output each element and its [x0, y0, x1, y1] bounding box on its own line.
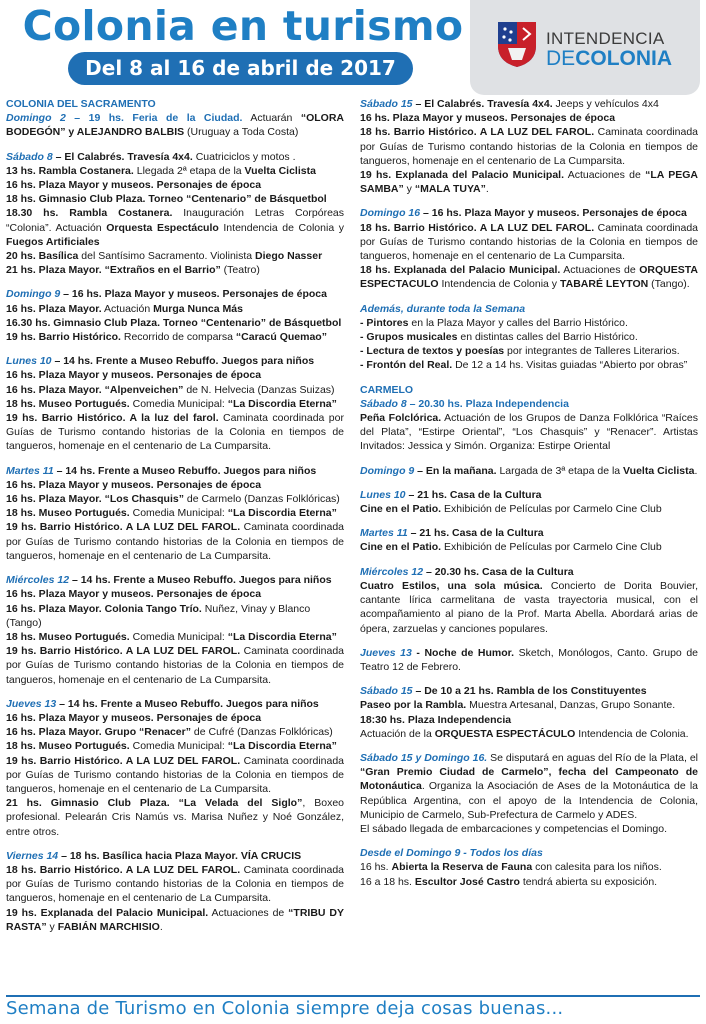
list-item: - Frontón del Real. De 12 a 14 hs. Visitas guiadas “Abierto por obras”: [360, 359, 688, 372]
coat-of-arms-icon: [496, 20, 538, 68]
event-line: 21 hs. Plaza Mayor. “Extraños en el Barrio” (Teatro): [6, 264, 260, 277]
region-heading: CARMELO: [360, 383, 414, 396]
event-line: Actuación de la ORQUESTA ESPECTÁCULO Intendencia de Colonia.: [360, 727, 689, 740]
section-toda-la-semana: [360, 302, 698, 373]
event-line: 21 hs. Gimnasio Club Plaza. “La Velada del Siglo”, Boxeo profesional. Pelearán Cris Namús vs. Marisa Nuñez y Noé González, entre otros.: [6, 797, 344, 838]
day-miercoles-12: [6, 573, 344, 687]
event-line: 18 hs. Museo Portugués. Comedia Municipal: “La Discordia Eterna”: [6, 630, 337, 643]
event-line: 18 hs. Gimnasio Club Plaza. Torneo “Centenario” de Básquetbol: [6, 193, 327, 206]
carmelo-miercoles-12: [360, 565, 698, 636]
event-line: 18 hs. Barrio Histórico. A LA LUZ DEL FAROL. Caminata coordinada por Guías de Turismo contando historias de la Colonia en tiempos de tangueros, homenaje en el centenario de La Cumparsita.: [360, 221, 699, 263]
section-heading: Desde el Domingo 9 - Todos los días: [360, 847, 543, 860]
day-martes-11: [6, 464, 344, 563]
list-item: - Grupos musicales en distintas calles del Barrio Histórico.: [360, 331, 638, 344]
event-line: 16 hs. Plaza Mayor y museos. Personajes de época: [6, 478, 262, 491]
event-line: Paseo por la Rambla. Muestra Artesanal, Danzas, Grupo Sonante.: [360, 699, 676, 712]
event-line: 16 hs. Plaza Mayor. Actuación Murga Nunca Más: [6, 302, 243, 315]
event-line: 18 hs. Explanada del Palacio Municipal. Actuaciones de ORQUESTA ESPECTACULO Intendencia de Colonia y TABARÉ LEYTON (Tango).: [360, 264, 698, 291]
day-heading: Lunes 10 – 21 hs. Casa de la Cultura: [360, 488, 542, 501]
event-line: 16 hs. Plaza Mayor. Grupo “Renacer” de Cufré (Danzas Folklóricas): [6, 726, 333, 739]
event-line: Sábado 15 y Domingo 16. Se disputará en aguas del Río de la Plata, el “Gran Premio Ciudad de Carmelo”, fecha del Campeonato de Motonáutica. Organiza la Asociación de Ases de la Motonáutica de la República Argentina, con el apoyo de la Intendencia de Colonia, Municipio de Carmelo, Sub-Prefectura de Carmelo y ADES.: [360, 751, 698, 821]
event-line: 16 hs. Plaza Mayor. Colonia Tango Trío. Nuñez, Vinay y Blanco (Tango): [6, 602, 311, 629]
list-item: - Lectura de textos y poesías por integrantes de Talleres Literarios.: [360, 345, 680, 358]
day-sabado-15: [360, 97, 698, 196]
left-column: [6, 97, 344, 944]
day-heading: Viernes 14 – 18 hs. Basílica hacia Plaza Mayor. VÍA CRUCIS: [6, 849, 302, 862]
day-heading: Jueves 13 - Noche de Humor. Sketch, Monólogos, Canto. Grupo de Teatro 12 de Febrero.: [360, 646, 698, 673]
day-domingo-16: [360, 206, 698, 291]
event-line: 18 hs. Barrio Histórico. A LA LUZ DEL FAROL. Caminata coordinada por Guías de Turismo contando historias de la Colonia en tiempos de tangueros, homenaje en el centenario de La Cumparsita.: [360, 126, 699, 167]
event-line: 19 hs. Barrio Histórico. A LA LUZ DEL FAROL. Caminata coordinada por Guías de Turismo contando historias de la Colonia en tiempos de tangueros, homenaje en el centenario de La Cumparsita.: [6, 521, 345, 562]
event-line: 18 hs. Barrio Histórico. A LA LUZ DEL FAROL. Caminata coordinada por Guías de Turismo contando historias de la Colonia en tiempos de tangueros, homenaje en el centenario de La Cumparsita.: [6, 863, 345, 905]
carmelo-sabado-15-domingo-16: [360, 751, 698, 836]
day-heading: Domingo 9 – 16 hs. Plaza Mayor y museos. Personajes de época: [6, 288, 327, 301]
event-line: 19 hs. Barrio Histórico. A LA LUZ DEL FAROL. Caminata coordinada por Guías de Turismo contando historias de la Colonia en tiempos de tangueros, homenaje en el centenario de La Cumparsita.: [6, 645, 345, 686]
event-line: 16 hs. Plaza Mayor. “Alpenveichen” de N. Helvecia (Danzas Suizas): [6, 383, 335, 396]
carmelo-domingo-9: [360, 464, 698, 478]
carmelo-martes-11: [360, 526, 698, 554]
page-title: Colonia en turismo: [22, 2, 464, 50]
day-heading: Domingo 9 – En la mañana. Largada de 3ª etapa de la Vuelta Ciclista.: [360, 464, 698, 477]
date-range-banner: Del 8 al 16 de abril de 2017: [68, 52, 413, 85]
event-line: 19 hs. Barrio Histórico. Recorrido de comparsa “Caracú Quemao”: [6, 331, 327, 344]
event-line: 16 hs. Plaza Mayor y museos. Personajes de época: [6, 711, 262, 724]
event-line: 16 hs. Plaza Mayor y museos. Personajes de época: [360, 112, 616, 125]
day-heading: Sábado 8 – 20.30 hs. Plaza Independencia: [360, 397, 569, 410]
right-column: [360, 97, 698, 899]
event-line: 19 hs. Barrio Histórico. A LA LUZ DEL FAROL. Caminata coordinada por Guías de Turismo contando historias de la Colonia en tiempos de tangueros, homenaje en el centenario de La Cumparsita.: [6, 754, 345, 795]
day-heading: Sábado 8 – El Calabrés. Travesía 4x4. Cuatriciclos y motos .: [6, 150, 296, 163]
event-line: 16 hs. Plaza Mayor y museos. Personajes de época: [6, 588, 262, 601]
day-heading: Domingo 16 – 16 hs. Plaza Mayor y museos. Personajes de época: [360, 207, 687, 220]
event-line: 16.30 hs. Gimnasio Club Plaza. Torneo “Centenario” de Básquetbol: [6, 316, 342, 329]
day-lunes-10: [6, 354, 344, 453]
day-heading: Martes 11 – 21 hs. Casa de la Cultura: [360, 527, 544, 540]
carmelo-lunes-10: [360, 488, 698, 516]
day-sabado-8: [6, 150, 344, 278]
event-line: 19 hs. Barrio Histórico. A la luz del farol. Caminata coordinada por Guías de Turismo contando historias de la Colonia en tiempos de tangueros, homenaje en el centenario de La Cumparsita.: [6, 412, 344, 453]
event-line: 18 hs. Museo Portugués. Comedia Municipal: “La Discordia Eterna”: [6, 507, 337, 520]
list-item: - Pintores en la Plaza Mayor y calles del Barrio Histórico.: [360, 316, 628, 329]
event-line: Cuatro Estilos, una sola música. Concierto de Dorita Bouvier, cantante lírica carmelitana de vasta trayectoria musical, con el acompañamiento al piano de la Prof. Marta Abella. Abordará arias de ópera, zarzuelas y canciones populares.: [360, 579, 698, 635]
day-jueves-13: [6, 697, 344, 839]
day-heading: Lunes 10 – 14 hs. Frente a Museo Rebuffo. Juegos para niños: [6, 355, 315, 368]
event-line: 16 hs. Plaza Mayor. “Los Chasquis” de Carmelo (Danzas Folklóricas): [6, 493, 340, 506]
event-line: El sábado llegada de embarcaciones y competencias el Domingo.: [360, 822, 668, 835]
carmelo-todos-los-dias: [360, 846, 698, 889]
section-carmelo: [360, 383, 698, 454]
day-heading: Miércoles 12 – 20.30 hs. Casa de la Cultura: [360, 565, 574, 578]
event-line: 18:30 hs. Plaza Independencia: [360, 713, 512, 726]
day-heading: Jueves 13 – 14 hs. Frente a Museo Rebuffo. Juegos para niños: [6, 697, 319, 710]
section-colonia-del-sacramento: [6, 97, 344, 140]
event-domingo-2: Domingo 2 – 19 hs. Feria de la Ciudad. Actuarán “OLORA BODEGÓN” y ALEJANDRO BALBIS (Uruguay a Toda Costa): [6, 112, 345, 139]
day-heading: Sábado 15 – El Calabrés. Travesía 4x4. Jeeps y vehículos 4x4: [360, 98, 659, 110]
day-heading: Martes 11 – 14 hs. Frente a Museo Rebuffo. Juegos para niños: [6, 464, 317, 477]
carmelo-jueves-13: [360, 646, 698, 674]
section-heading: Además, durante toda la Semana: [360, 302, 526, 315]
logo-line-1: INTENDENCIA: [546, 29, 665, 48]
intendencia-logo: [470, 0, 700, 95]
day-viernes-14: [6, 849, 344, 934]
event-line: 16 hs. Abierta la Reserva de Fauna con calesita para los niños.: [360, 861, 662, 874]
event-line: 19 hs. Explanada del Palacio Municipal. Actuaciones de “TRIBU DY RASTA” y FABIÁN MARCHISIO.: [6, 906, 344, 933]
event-line: 18 hs. Museo Portugués. Comedia Municipal: “La Discordia Eterna”: [6, 397, 337, 410]
event-line: 16 a 18 hs. Escultor José Castro tendrá abierta su exposición.: [360, 875, 658, 888]
event-line: 18 hs. Museo Portugués. Comedia Municipal: “La Discordia Eterna”: [6, 740, 337, 753]
event-line: Peña Folclórica. Actuación de los Grupos de Danza Folklórica “Raíces del Plata”, “Estirpe Oriental”, “Los Chasquis” y “Renacer”. Artistas Invitados: Jessica y Simón. Organiza: Estirpe Oriental: [360, 412, 698, 453]
event-line: 16 hs. Plaza Mayor y museos. Personajes de época: [6, 369, 262, 382]
footer-slogan: Semana de Turismo en Colonia siempre deja cosas buenas...: [6, 998, 564, 1019]
event-line: 16 hs. Plaza Mayor y museos. Personajes de época: [6, 179, 262, 192]
event-line: 20 hs. Basílica del Santísimo Sacramento. Violinista Diego Nasser: [6, 250, 323, 263]
event-line: 13 hs. Rambla Costanera. Llegada 2ª etapa de la Vuelta Ciclista: [6, 164, 316, 177]
day-domingo-9: [6, 287, 344, 344]
logo-line-2: DECOLONIA: [546, 47, 673, 70]
event-line: 18.30 hs. Rambla Costanera. Inauguración Letras Corpóreas “Colonia”. Actuación Orquesta Espectáculo Intendencia de Colonia y Fuegos Artificiales: [6, 207, 345, 248]
region-heading: COLONIA DEL SACRAMENTO: [6, 98, 156, 110]
event-line: 19 hs. Explanada del Palacio Municipal. Actuaciones de “LA PEGA SAMBA” y “MALA TUYA”.: [360, 169, 699, 196]
day-heading: Miércoles 12 – 14 hs. Frente a Museo Rebuffo. Juegos para niños: [6, 574, 332, 587]
carmelo-sabado-15: [360, 684, 698, 741]
footer-divider: [6, 995, 700, 997]
event-line: Cine en el Patio. Exhibición de Películas por Carmelo Cine Club: [360, 503, 662, 516]
day-heading: Sábado 15 – De 10 a 21 hs. Rambla de los Constituyentes: [360, 685, 647, 698]
event-line: Cine en el Patio. Exhibición de Películas por Carmelo Cine Club: [360, 541, 662, 554]
